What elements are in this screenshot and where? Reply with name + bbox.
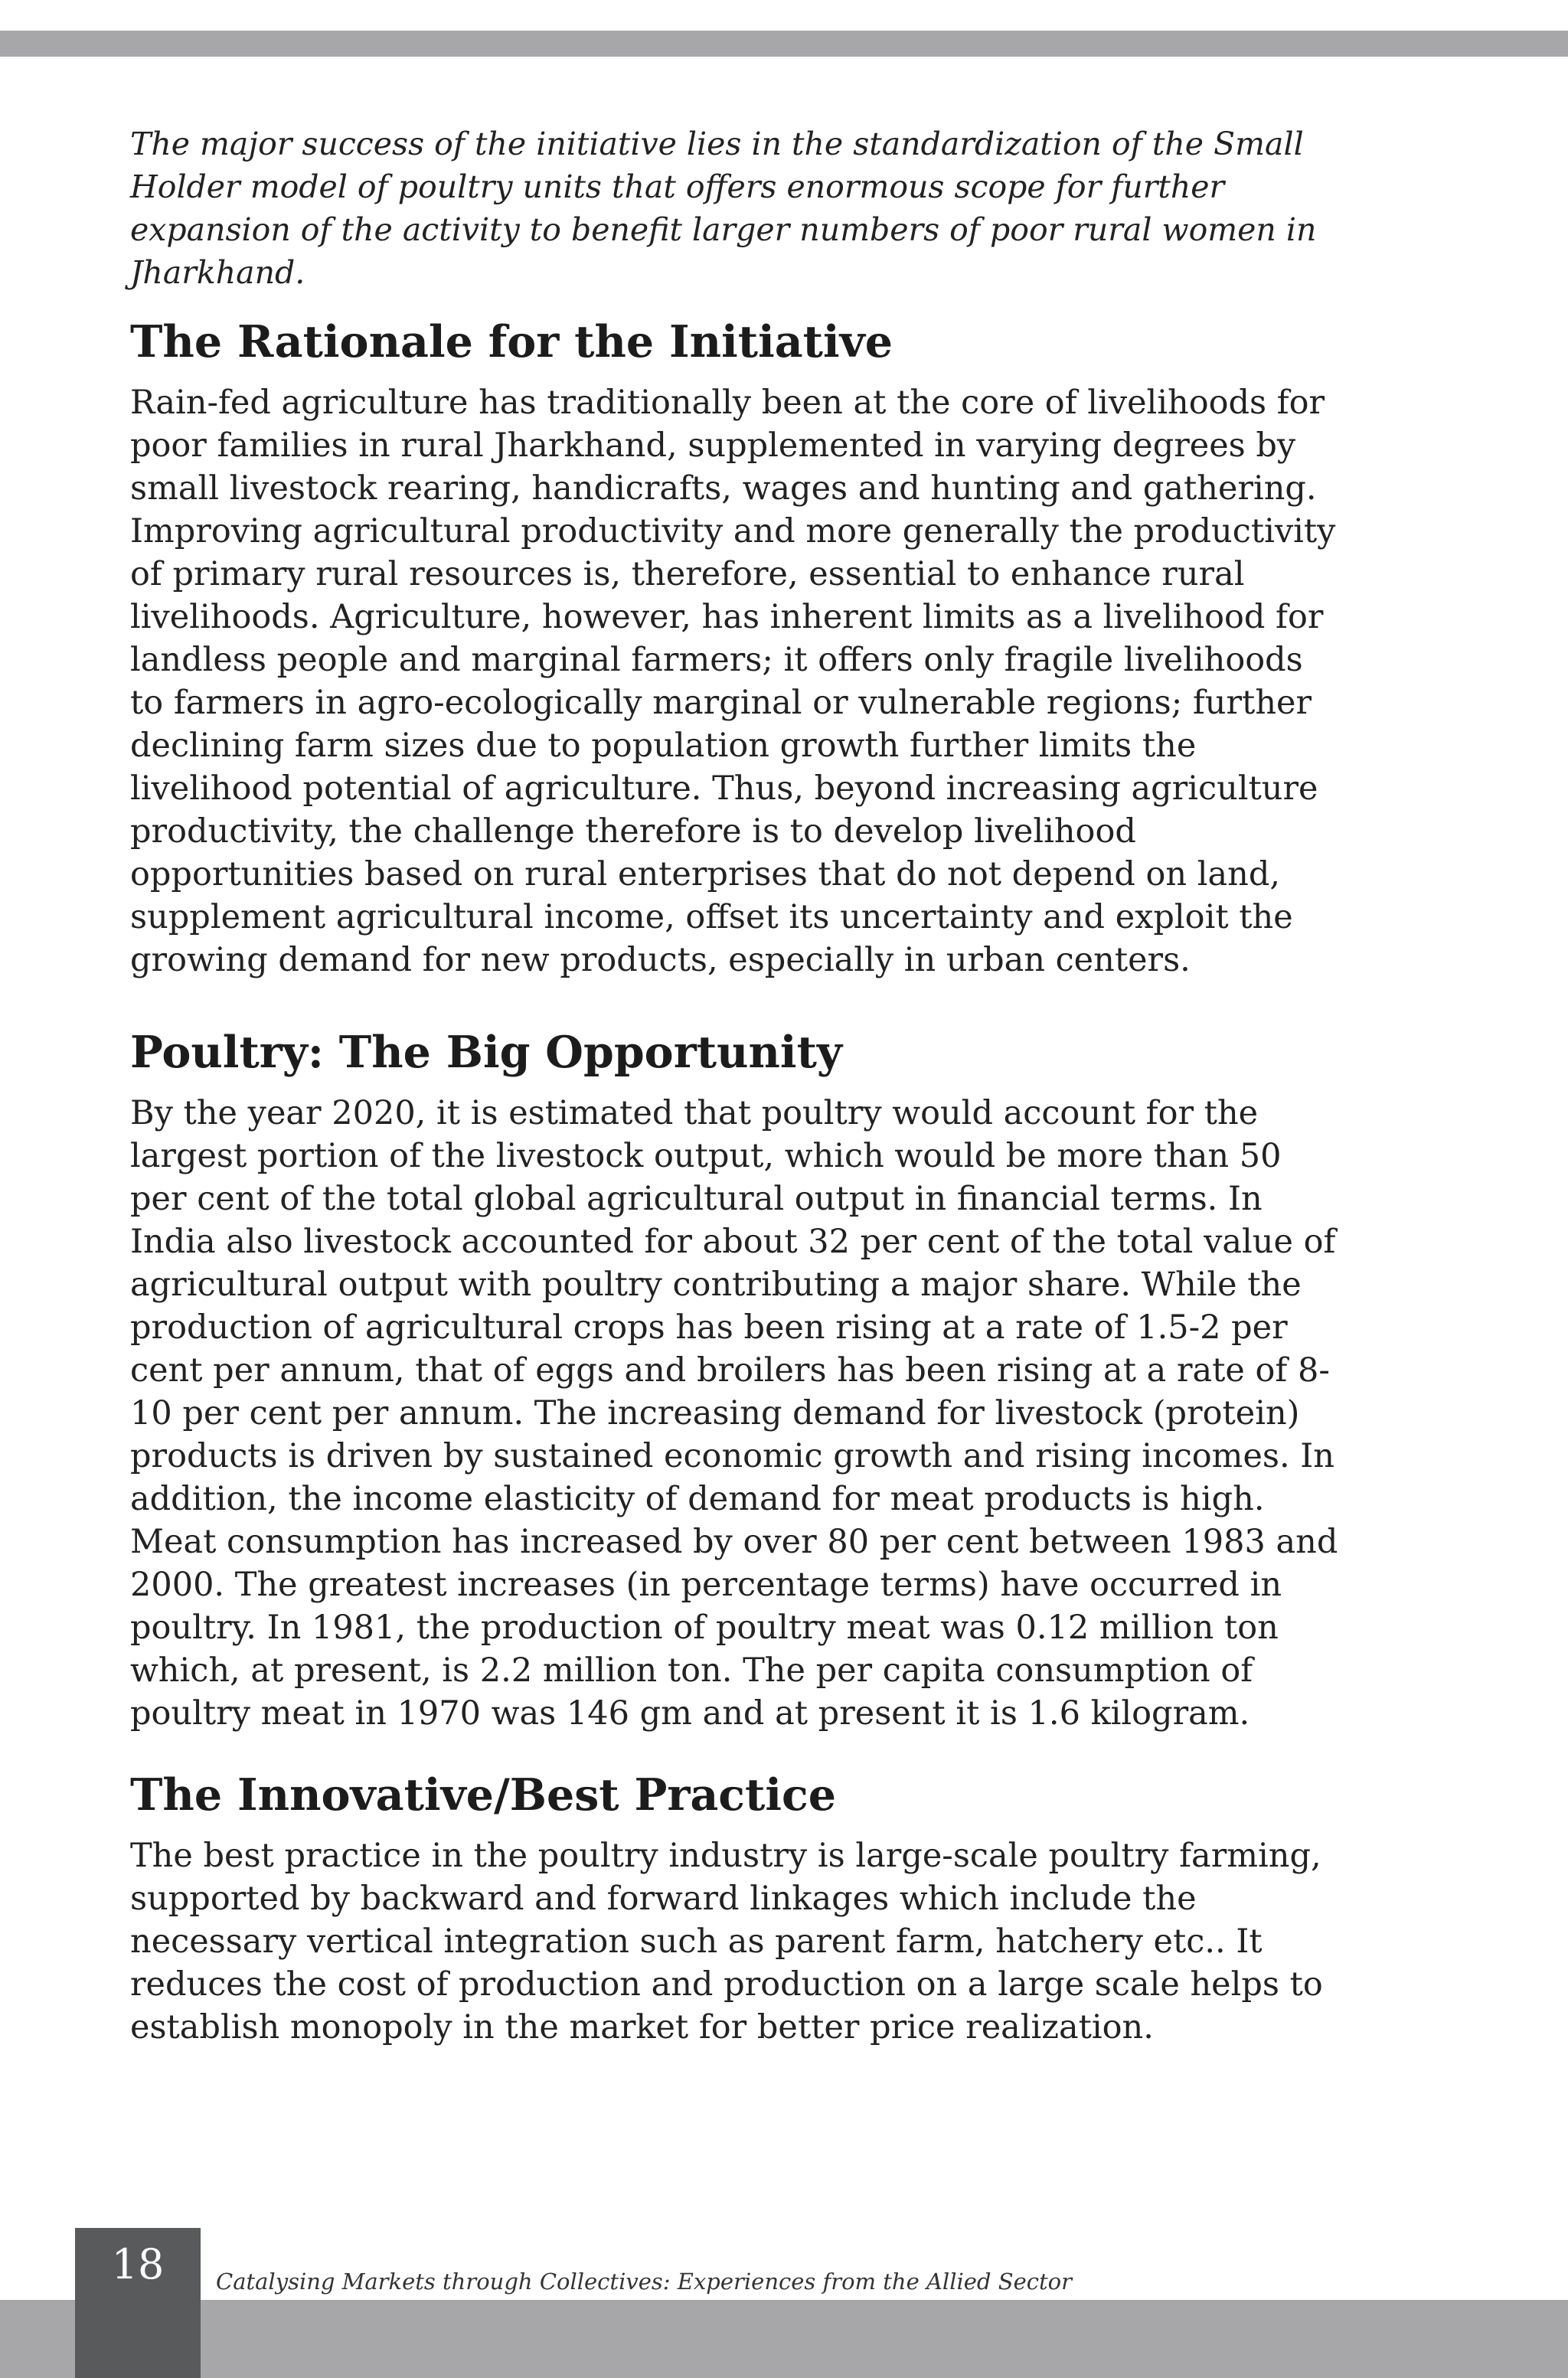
section-body-rationale: Rain-fed agriculture has traditionally been at the core of livelihoods for poor families in rural Jharkhand, supplemented in varying degrees by small livestock rearing, handicrafts, wages and hunting and gathering. Improving agricultural productivity and more generally the productivity of primary rural resources is, therefore, essential to enhance rural livelihoods. Agriculture, however, has inherent limits as a livelihood for landless people and marginal farmers; it offers only fragile livelihoods to farmers in agro-ecologically marginal or vulnerable regions; further declining farm sizes due to population growth further limits the livelihood potential of agriculture. Thus, beyond increasing agriculture productivity, the challenge therefore is to develop livelihood opportunities based on rural enterprises that do not depend on land, supplement agricultural income, offset its uncertainty and exploit the growing demand for new products, especially in urban centers. (130, 384, 1336, 979)
intro-paragraph: The major success of the initiative lies in the standardization of the Small Holder model of poultry units that offers enormous scope for further expansion of the activity to benefit larger numbers of poor rural women in Jharkhand. (130, 126, 1317, 291)
section-heading-best-practice: The Innovative/Best Practice (130, 1769, 836, 1821)
section-body-poultry-opportunity: By the year 2020, it is estimated that poultry would account for the largest portion of the livestock output, which would be more than 50 per cent of the total global agricultural output in financial terms. In India also livestock accounted for about 32 per cent of the total value of agricultural output with poultry contributing a major share. While the production of agricultural crops has been rising at a rate of 1.5-2 per cent per annum, that of eggs and broilers has been rising at a rate of 8-10 per cent per annum. The increasing demand for livestock (protein) products is driven by sustained economic growth and rising incomes. In addition, the income elasticity of demand for meat products is high. Meat consumption has increased by over 80 per cent between 1983 and 2000. The greatest increases (in percentage terms) have occurred in poultry. In 1981, the production of poultry meat was 0.12 million ton which, at present, is 2.2 million ton. The per capita consumption of poultry meat in 1970 was 146 gm and at present it is 1.6 kilogram. (130, 1094, 1338, 1733)
page-content (130, 122, 1340, 2049)
footer-book-title: Catalysing Markets through Collectives: Experiences from the Allied Sector (216, 2269, 1072, 2295)
section-heading-rationale: The Rationale for the Initiative (130, 316, 893, 367)
section-heading-poultry-opportunity: Poultry: The Big Opportunity (130, 1027, 843, 1078)
header-band (0, 31, 1568, 57)
page-number: 18 (111, 2240, 165, 2288)
section-body-best-practice: The best practice in the poultry industry is large-scale poultry farming, supported by backward and forward linkages which include the necessary vertical integration such as parent farm, hatchery etc.. It reduces the cost of production and production on a large scale helps to establish monopoly in the market for better price realization. (130, 1837, 1323, 2046)
footer-band (0, 2300, 1568, 2378)
